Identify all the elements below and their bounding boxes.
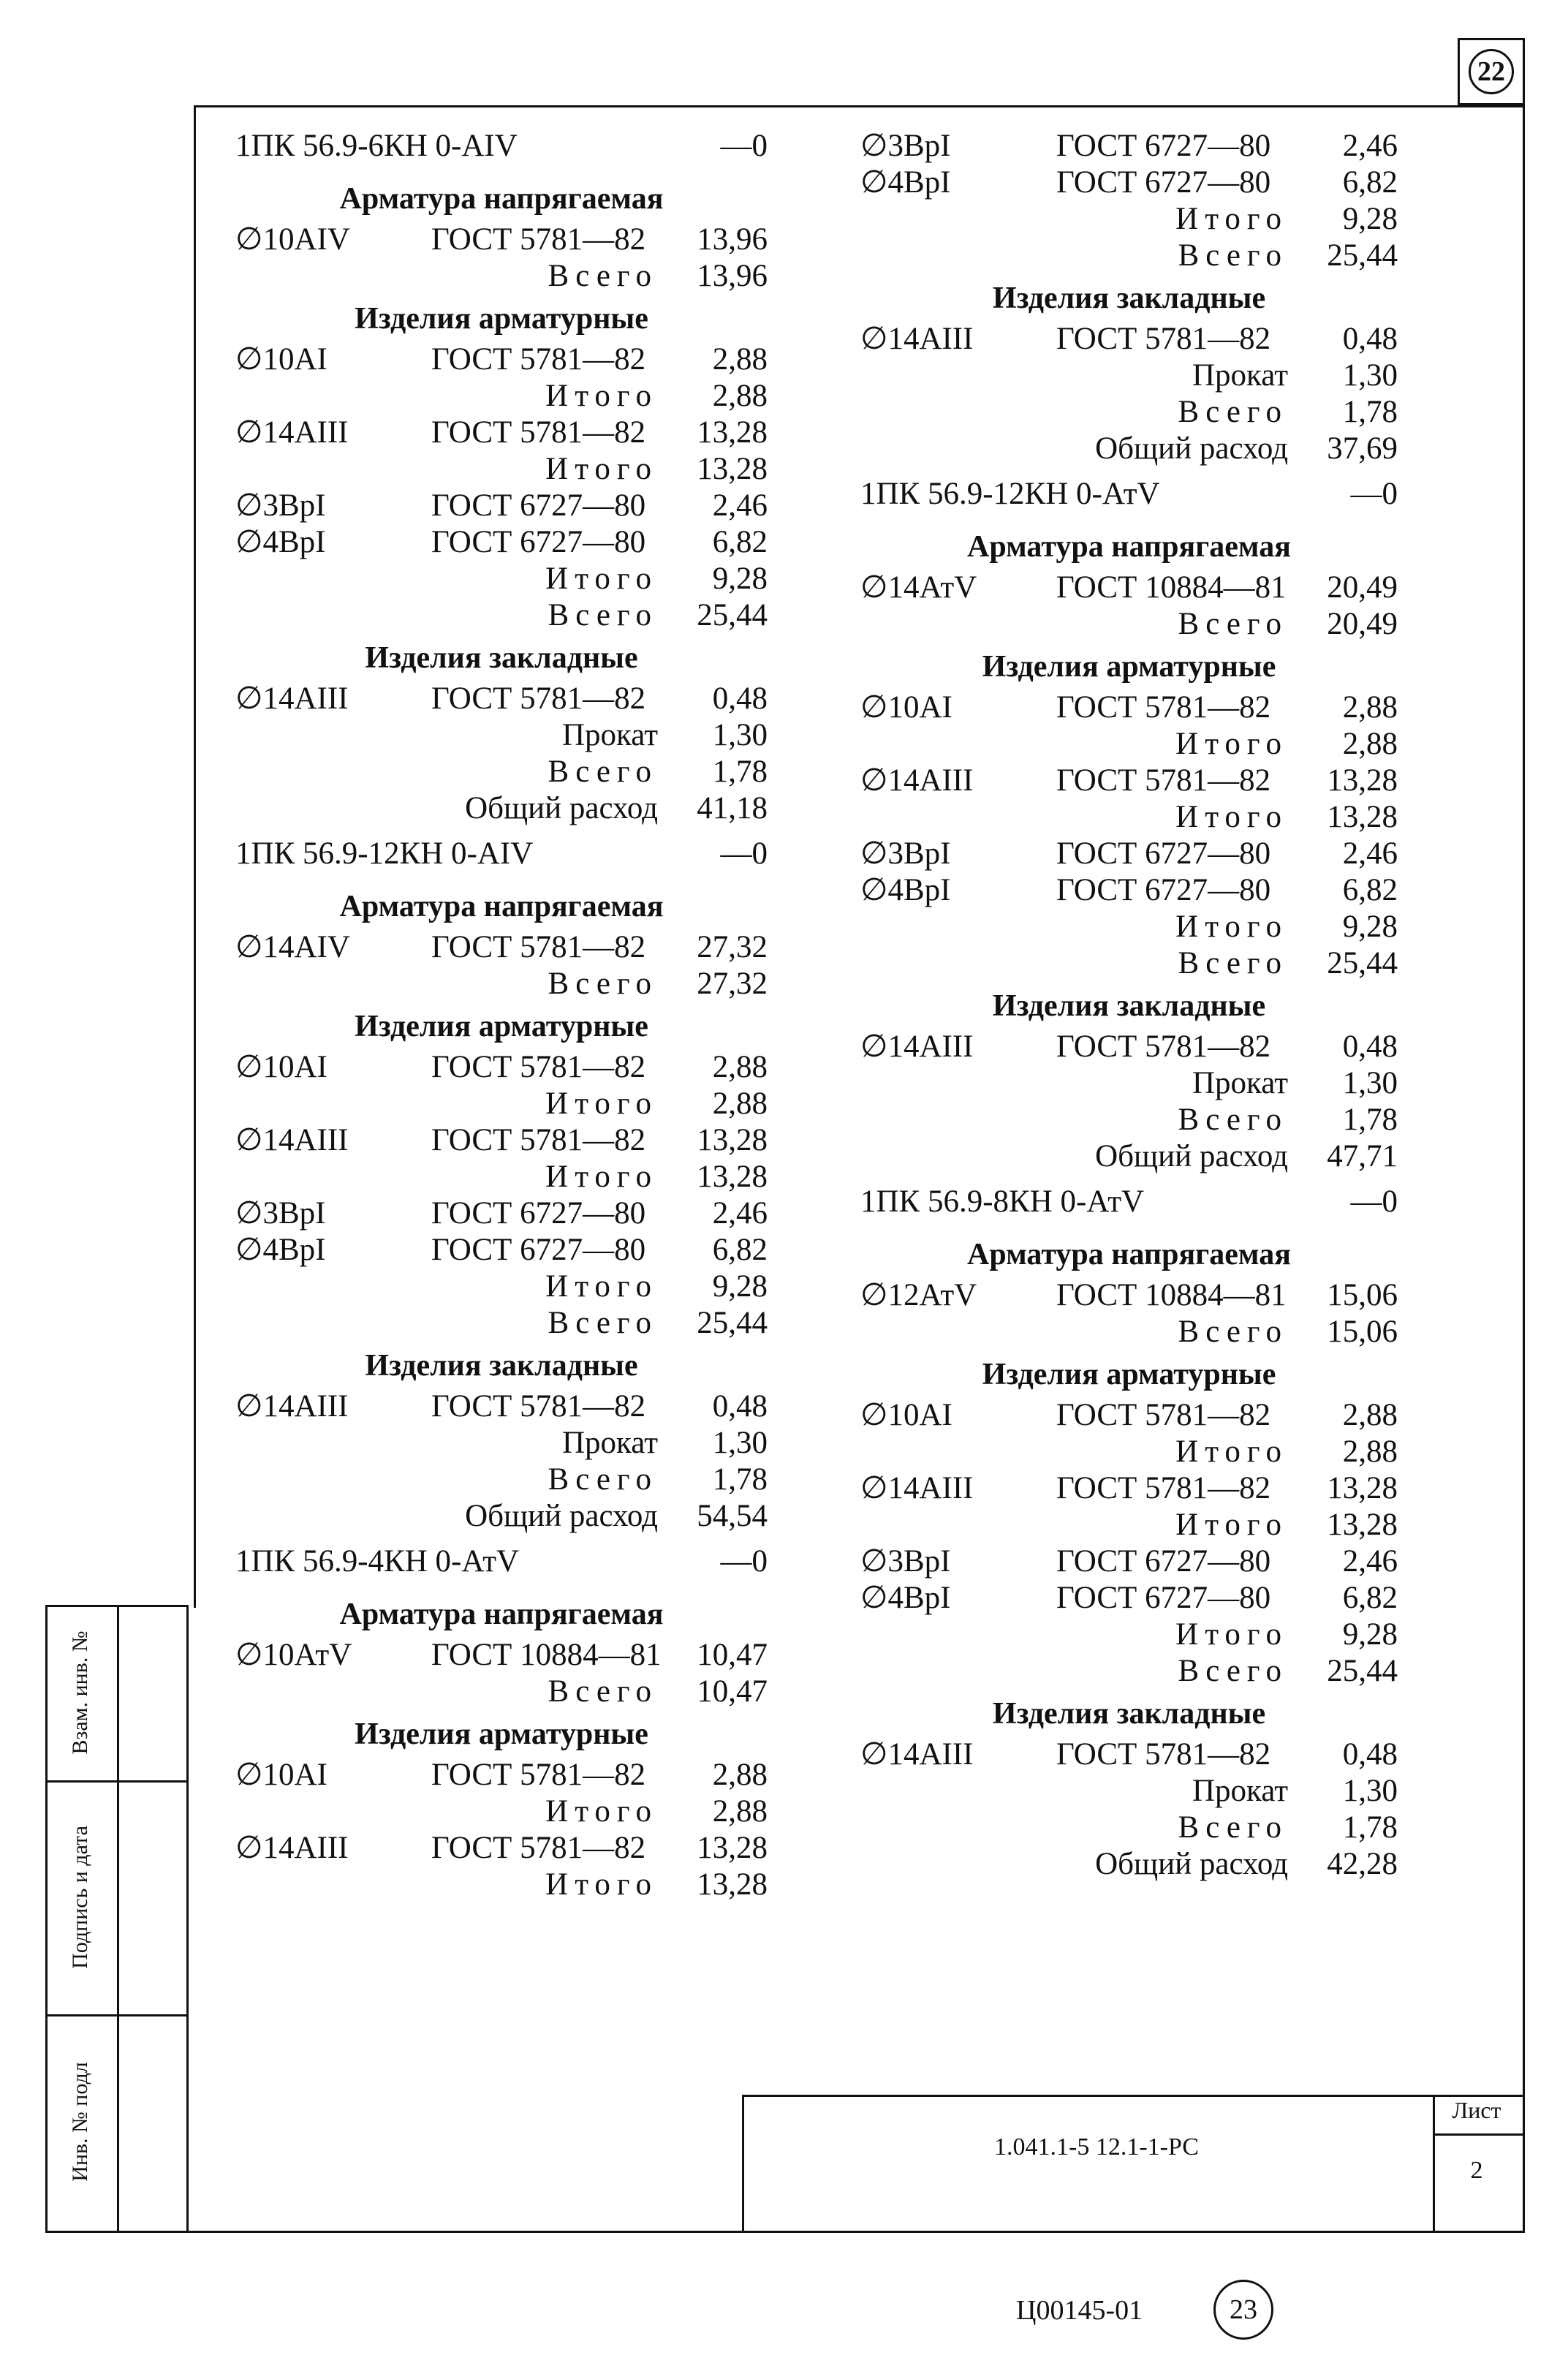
mass-value: 2,88 xyxy=(1342,1398,1398,1432)
material-row xyxy=(860,1029,1398,1065)
subtotal-row xyxy=(860,726,1398,763)
rebar-mark: ∅14АIII xyxy=(860,322,974,356)
subtotal-row xyxy=(860,1434,1398,1470)
standard-ref: ГОСТ 6727—80 xyxy=(1056,836,1271,871)
mass-value: 27,32 xyxy=(697,930,768,964)
mass-value: 9,28 xyxy=(712,1269,768,1304)
standard-ref: ГОСТ 6727—80 xyxy=(1056,165,1271,200)
mass-value: 47,71 xyxy=(1327,1139,1398,1173)
material-row xyxy=(235,1195,768,1232)
section-heading: Изделия арматурные xyxy=(982,1358,1276,1391)
standard-ref: ГОСТ 5781—82 xyxy=(431,342,646,377)
sum-label: Прокат xyxy=(1192,358,1288,393)
mass-value: 13,28 xyxy=(697,1831,768,1865)
material-row xyxy=(235,1388,768,1425)
mass-value: 1,30 xyxy=(1342,1774,1398,1808)
product-row xyxy=(860,476,1398,513)
sum-label: Итого xyxy=(1175,910,1288,944)
mass-value: 2,88 xyxy=(1342,727,1398,761)
mass-value: 25,44 xyxy=(1327,946,1398,980)
rebar-mark: ∅14АIII xyxy=(235,1123,349,1157)
mass-value: 15,06 xyxy=(1327,1278,1398,1312)
rebar-mark: ∅14АIII xyxy=(860,763,974,798)
subtotal-row xyxy=(235,1867,768,1903)
sum-label: Всего xyxy=(1178,1654,1288,1688)
mass-value: 25,44 xyxy=(1327,1654,1398,1688)
rebar-mark: ∅3ВрI xyxy=(235,1196,326,1231)
mass-value: 0,48 xyxy=(712,1389,768,1424)
subtotal-row xyxy=(860,1102,1398,1138)
mass-value: 2,46 xyxy=(1342,836,1398,871)
material-row xyxy=(235,524,768,561)
standard-ref: ГОСТ 5781—82 xyxy=(431,1123,646,1157)
standard-ref: ГОСТ 6727—80 xyxy=(431,525,646,559)
material-row xyxy=(860,1580,1398,1617)
rebar-mark: ∅10АI xyxy=(860,690,952,725)
rebar-mark: ∅14АIII xyxy=(235,1831,349,1865)
sum-label: Всего xyxy=(1178,238,1288,273)
subtotal-row xyxy=(235,258,768,295)
subtotal-row xyxy=(235,378,768,415)
standard-ref: ГОСТ 6727—80 xyxy=(1056,873,1271,907)
rebar-mark: ∅3ВрI xyxy=(860,129,951,163)
mass-value: 6,82 xyxy=(1342,165,1398,200)
rebar-mark: ∅14АIV xyxy=(235,930,350,964)
subtotal-row xyxy=(235,451,768,488)
section-heading: Арматура напрягаемая xyxy=(339,890,664,923)
standard-ref: ГОСТ 5781—82 xyxy=(431,222,646,257)
total-label: Общий расход xyxy=(465,791,658,825)
subtotal-row xyxy=(235,1793,768,1830)
standard-ref: ГОСТ 5781—82 xyxy=(1056,1737,1271,1772)
subtotal-row xyxy=(235,1462,768,1498)
material-row xyxy=(235,1830,768,1867)
mass-value: 6,82 xyxy=(712,1233,768,1267)
mass-value: 9,28 xyxy=(1342,910,1398,944)
section-heading: Изделия закладные xyxy=(992,989,1266,1023)
sum-label: Итого xyxy=(545,1086,658,1121)
section-heading: Арматура напрягаемая xyxy=(339,182,664,216)
product-value: —0 xyxy=(1350,477,1398,511)
sum-label: Всего xyxy=(1178,1315,1288,1349)
rebar-mark: ∅10АI xyxy=(235,1050,327,1084)
mass-value: 2,88 xyxy=(712,379,768,413)
standard-ref: ГОСТ 5781—82 xyxy=(431,681,646,716)
sum-label: Итого xyxy=(1175,800,1288,834)
subtotal-row xyxy=(860,1065,1398,1102)
mass-value: 54,54 xyxy=(697,1499,768,1533)
standard-ref: ГОСТ 5781—82 xyxy=(1056,690,1271,725)
rebar-mark: ∅14АIII xyxy=(860,1737,974,1772)
sum-label: Прокат xyxy=(561,1426,658,1460)
stamp-inner xyxy=(117,1605,119,2233)
sum-label: Прокат xyxy=(1192,1774,1288,1808)
standard-ref: ГОСТ 6727—80 xyxy=(431,1233,646,1267)
subtotal-row xyxy=(860,394,1398,431)
mass-value: 2,88 xyxy=(712,1086,768,1121)
mass-value: 2,88 xyxy=(712,1794,768,1829)
left-column xyxy=(235,128,768,2029)
mass-value: 2,46 xyxy=(1342,129,1398,163)
product-value: —0 xyxy=(720,836,768,871)
standard-ref: ГОСТ 5781—82 xyxy=(1056,1471,1271,1505)
product-name: 1ПК 56.9-12КН 0-АтV xyxy=(860,477,1160,511)
mass-value: 6,82 xyxy=(1342,873,1398,907)
rebar-mark: ∅4ВрI xyxy=(235,525,326,559)
mass-value: 13,96 xyxy=(697,222,768,257)
mass-value: 2,46 xyxy=(1342,1544,1398,1579)
material-row xyxy=(860,1470,1398,1507)
sum-label: Итого xyxy=(1175,202,1288,236)
sum-label: Всего xyxy=(1178,607,1288,641)
material-row xyxy=(860,1736,1398,1773)
material-row xyxy=(860,128,1398,165)
rebar-mark: ∅14АIII xyxy=(860,1029,974,1064)
material-row xyxy=(235,1122,768,1159)
sum-label: Всего xyxy=(1178,1103,1288,1137)
subtotal-row xyxy=(235,717,768,754)
subtotal-row xyxy=(235,1159,768,1195)
mass-value: 0,48 xyxy=(1342,1737,1398,1772)
mass-value: 2,88 xyxy=(712,1050,768,1084)
subtotal-row xyxy=(860,358,1398,394)
sheet-label: Лист xyxy=(1452,2097,1501,2123)
product-row xyxy=(235,836,768,872)
section-heading: Изделия арматурные xyxy=(355,1717,648,1751)
total-row xyxy=(860,1846,1398,1883)
subtotal-row xyxy=(235,1086,768,1122)
rebar-mark: ∅10АI xyxy=(860,1398,952,1432)
mass-value: 9,28 xyxy=(1342,1617,1398,1652)
subtotal-row xyxy=(860,1810,1398,1846)
standard-ref: ГОСТ 5781—82 xyxy=(1056,322,1271,356)
standard-ref: ГОСТ 5781—82 xyxy=(1056,1398,1271,1432)
rebar-mark: ∅14АIII xyxy=(235,415,349,450)
material-row xyxy=(235,1049,768,1086)
mass-value: 9,28 xyxy=(712,562,768,596)
sum-label: Итого xyxy=(1175,1434,1288,1469)
subtotal-row xyxy=(235,754,768,790)
rebar-mark: ∅3ВрI xyxy=(860,1544,951,1579)
rebar-mark: ∅4ВрI xyxy=(860,165,951,200)
standard-ref: ГОСТ 6727—80 xyxy=(431,488,646,523)
rebar-mark: ∅12АтV xyxy=(860,1278,977,1312)
subtotal-row xyxy=(235,966,768,1002)
sum-label: Всего xyxy=(548,1674,658,1709)
standard-ref: ГОСТ 5781—82 xyxy=(431,1050,646,1084)
material-row xyxy=(235,341,768,378)
standard-ref: ГОСТ 10884—81 xyxy=(1056,570,1287,605)
total-label: Общий расход xyxy=(465,1499,658,1533)
mass-value: 13,28 xyxy=(697,1867,768,1902)
product-value: —0 xyxy=(720,129,768,163)
material-row xyxy=(860,1543,1398,1580)
sum-label: Итого xyxy=(545,1794,658,1829)
standard-ref: ГОСТ 6727—80 xyxy=(1056,1544,1271,1579)
section-heading: Изделия закладные xyxy=(992,1697,1266,1731)
section-heading: Арматура напрягаемая xyxy=(967,1238,1291,1271)
rebar-mark: ∅14АтV xyxy=(860,570,977,605)
mass-value: 20,49 xyxy=(1327,607,1398,641)
total-row xyxy=(860,431,1398,467)
subtotal-row xyxy=(860,1507,1398,1543)
sum-label: Всего xyxy=(548,598,658,632)
rebar-mark: ∅3ВрI xyxy=(235,488,326,523)
mass-value: 15,06 xyxy=(1327,1315,1398,1349)
stamp-outer xyxy=(45,1605,48,2233)
subtotal-row xyxy=(860,945,1398,982)
subtotal-row xyxy=(860,909,1398,945)
subtotal-row xyxy=(860,799,1398,836)
subtotal-row xyxy=(860,1653,1398,1690)
sum-label: Всего xyxy=(548,259,658,293)
document-code: 1.041.1-5 12.1-1-РС xyxy=(994,2133,1199,2161)
material-row xyxy=(860,321,1398,358)
mass-value: 13,28 xyxy=(1327,1471,1398,1505)
subtotal-row xyxy=(235,1269,768,1305)
material-row xyxy=(860,872,1398,909)
material-row xyxy=(235,415,768,451)
mass-value: 2,46 xyxy=(712,1196,768,1231)
mass-value: 37,69 xyxy=(1327,431,1398,466)
standard-ref: ГОСТ 5781—82 xyxy=(431,1389,646,1424)
rebar-mark: ∅10АI xyxy=(235,1758,327,1792)
mass-value: 2,88 xyxy=(1342,1434,1398,1469)
product-name: 1ПК 56.9-4КН 0-АтV xyxy=(235,1544,520,1579)
product-row xyxy=(860,1184,1398,1220)
sum-label: Прокат xyxy=(561,718,658,752)
product-row xyxy=(235,1543,768,1580)
rebar-mark: ∅4ВрI xyxy=(235,1233,326,1267)
standard-ref: ГОСТ 5781—82 xyxy=(431,1831,646,1865)
standard-ref: ГОСТ 5781—82 xyxy=(1056,763,1271,798)
mass-value: 20,49 xyxy=(1327,570,1398,605)
sum-label: Итого xyxy=(545,1269,658,1304)
sum-label: Итого xyxy=(545,379,658,413)
material-row xyxy=(860,1397,1398,1434)
standard-ref: ГОСТ 5781—82 xyxy=(431,1758,646,1792)
rebar-mark: ∅14АIII xyxy=(235,1389,349,1424)
frame-left xyxy=(194,105,196,1608)
section-heading: Изделия закладные xyxy=(365,641,638,675)
sum-label: Итого xyxy=(545,452,658,486)
subtotal-row xyxy=(860,1773,1398,1810)
subtotal-row xyxy=(235,561,768,597)
material-row xyxy=(860,1277,1398,1314)
subtotal-row xyxy=(235,1674,768,1710)
rebar-mark: ∅4ВрI xyxy=(860,873,951,907)
sheet-badge-number: 22 xyxy=(1469,49,1514,94)
stamp-div2 xyxy=(45,2014,189,2016)
standard-ref: ГОСТ 6727—80 xyxy=(1056,129,1271,163)
sum-label: Всего xyxy=(548,1306,658,1340)
mass-value: 1,78 xyxy=(712,1462,768,1497)
sum-label: Всего xyxy=(548,1462,658,1497)
standard-ref: ГОСТ 6727—80 xyxy=(1056,1581,1271,1615)
frame-bottom xyxy=(45,2231,1525,2233)
product-value: —0 xyxy=(720,1544,768,1579)
standard-ref: ГОСТ 5781—82 xyxy=(431,415,646,450)
standard-ref: ГОСТ 6727—80 xyxy=(431,1196,646,1231)
rebar-mark: ∅10АIV xyxy=(235,222,350,257)
standard-ref: ГОСТ 5781—82 xyxy=(1056,1029,1271,1064)
subtotal-row xyxy=(860,606,1398,643)
material-row xyxy=(235,488,768,524)
stamp-original-inv: Инв. № подл xyxy=(68,2062,92,2182)
material-row xyxy=(860,836,1398,872)
sum-label: Всего xyxy=(1178,1810,1288,1845)
product-name: 1ПК 56.9-12КН 0-АIV xyxy=(235,836,534,871)
product-row xyxy=(235,128,768,165)
section-heading: Арматура напрягаемая xyxy=(339,1598,664,1631)
mass-value: 13,28 xyxy=(1327,800,1398,834)
mass-value: 1,30 xyxy=(1342,358,1398,393)
product-name: 1ПК 56.9-8КН 0-АтV xyxy=(860,1184,1145,1219)
section-heading: Изделия арматурные xyxy=(355,1010,648,1043)
stamp-div1 xyxy=(45,1780,189,1783)
sheet-badge xyxy=(1458,38,1525,105)
mass-value: 1,30 xyxy=(1342,1066,1398,1100)
section-heading: Изделия закладные xyxy=(992,281,1266,315)
material-row xyxy=(235,1757,768,1793)
sum-label: Итого xyxy=(1175,1617,1288,1652)
mass-value: 13,28 xyxy=(1327,1508,1398,1542)
frame-top xyxy=(194,105,1525,107)
mass-value: 41,18 xyxy=(697,791,768,825)
material-row xyxy=(860,763,1398,799)
total-row xyxy=(235,790,768,827)
subtotal-row xyxy=(235,1425,768,1462)
mass-value: 13,28 xyxy=(697,1123,768,1157)
mass-value: 13,96 xyxy=(697,259,768,293)
subtotal-row xyxy=(860,1314,1398,1350)
mass-value: 6,82 xyxy=(1342,1581,1398,1615)
standard-ref: ГОСТ 10884—81 xyxy=(1056,1278,1287,1312)
total-row xyxy=(860,1138,1398,1175)
mass-value: 1,30 xyxy=(712,1426,768,1460)
mass-value: 2,88 xyxy=(712,1758,768,1792)
total-row xyxy=(235,1498,768,1535)
mass-value: 2,88 xyxy=(712,342,768,377)
footer-page-number: 23 xyxy=(1213,2280,1273,2340)
mass-value: 13,28 xyxy=(697,452,768,486)
material-row xyxy=(235,681,768,717)
mass-value: 42,28 xyxy=(1327,1847,1398,1881)
mass-value: 1,78 xyxy=(712,755,768,789)
subtotal-row xyxy=(860,201,1398,238)
mass-value: 25,44 xyxy=(697,598,768,632)
rebar-mark: ∅4ВрI xyxy=(860,1581,951,1615)
mass-value: 25,44 xyxy=(697,1306,768,1340)
section-heading: Изделия арматурные xyxy=(982,650,1276,684)
material-row xyxy=(235,929,768,966)
titleblock-left xyxy=(742,2095,744,2233)
frame-left-lower xyxy=(186,1605,189,2233)
mass-value: 2,46 xyxy=(712,488,768,523)
frame-right xyxy=(1523,105,1525,2233)
mass-value: 10,47 xyxy=(697,1638,768,1672)
sum-label: Всего xyxy=(548,755,658,789)
product-name: 1ПК 56.9-6КН 0-АIV xyxy=(235,129,518,163)
sum-label: Итого xyxy=(545,562,658,596)
sheet-number: 2 xyxy=(1470,2157,1483,2184)
sum-label: Всего xyxy=(548,967,658,1001)
mass-value: 13,28 xyxy=(697,1160,768,1194)
mass-value: 1,30 xyxy=(712,718,768,752)
material-row xyxy=(235,222,768,258)
footer-doc-number: Ц00145-01 xyxy=(1016,2295,1143,2326)
mass-value: 0,48 xyxy=(712,681,768,716)
material-row xyxy=(860,570,1398,606)
right-column xyxy=(860,128,1398,2029)
mass-value: 25,44 xyxy=(1327,238,1398,273)
section-heading: Изделия закладные xyxy=(365,1349,638,1383)
rebar-mark: ∅10АтV xyxy=(235,1638,352,1672)
sum-label: Итого xyxy=(1175,1508,1288,1542)
section-heading: Изделия арматурные xyxy=(355,302,648,336)
total-label: Общий расход xyxy=(1095,1139,1288,1173)
sum-label: Итого xyxy=(545,1160,658,1194)
subtotal-row xyxy=(860,238,1398,274)
titleblock-top xyxy=(742,2095,1525,2097)
rebar-mark: ∅3ВрI xyxy=(860,836,951,871)
sum-label: Всего xyxy=(1178,946,1288,980)
material-row xyxy=(235,1232,768,1269)
mass-value: 13,28 xyxy=(697,415,768,450)
mass-value: 1,78 xyxy=(1342,395,1398,429)
stamp-signature-date: Подпись и дата xyxy=(68,1826,92,1969)
total-label: Общий расход xyxy=(1095,431,1288,466)
subtotal-row xyxy=(235,597,768,634)
sum-label: Итого xyxy=(1175,727,1288,761)
standard-ref: ГОСТ 5781—82 xyxy=(431,930,646,964)
standard-ref: ГОСТ 10884—81 xyxy=(431,1638,662,1672)
mass-value: 0,48 xyxy=(1342,1029,1398,1064)
mass-value: 13,28 xyxy=(1327,763,1398,798)
rebar-mark: ∅10АI xyxy=(235,342,327,377)
sum-label: Всего xyxy=(1178,395,1288,429)
product-value: —0 xyxy=(1350,1184,1398,1219)
rebar-mark: ∅14АIII xyxy=(235,681,349,716)
section-heading: Арматура напрягаемая xyxy=(967,530,1291,564)
rebar-mark: ∅14АIII xyxy=(860,1471,974,1505)
material-row xyxy=(860,165,1398,201)
sum-label: Прокат xyxy=(1192,1066,1288,1100)
subtotal-row xyxy=(235,1305,768,1342)
total-label: Общий расход xyxy=(1095,1847,1288,1881)
material-row xyxy=(860,689,1398,726)
mass-value: 6,82 xyxy=(712,525,768,559)
mass-value: 9,28 xyxy=(1342,202,1398,236)
mass-value: 10,47 xyxy=(697,1674,768,1709)
material-row xyxy=(235,1637,768,1674)
stamp-replace-inv: Взам. инв. № xyxy=(68,1630,92,1755)
mass-value: 1,78 xyxy=(1342,1103,1398,1137)
subtotal-row xyxy=(860,1617,1398,1653)
mass-value: 1,78 xyxy=(1342,1810,1398,1845)
sum-label: Итого xyxy=(545,1867,658,1902)
mass-value: 0,48 xyxy=(1342,322,1398,356)
mass-value: 2,88 xyxy=(1342,690,1398,725)
mass-value: 27,32 xyxy=(697,967,768,1001)
